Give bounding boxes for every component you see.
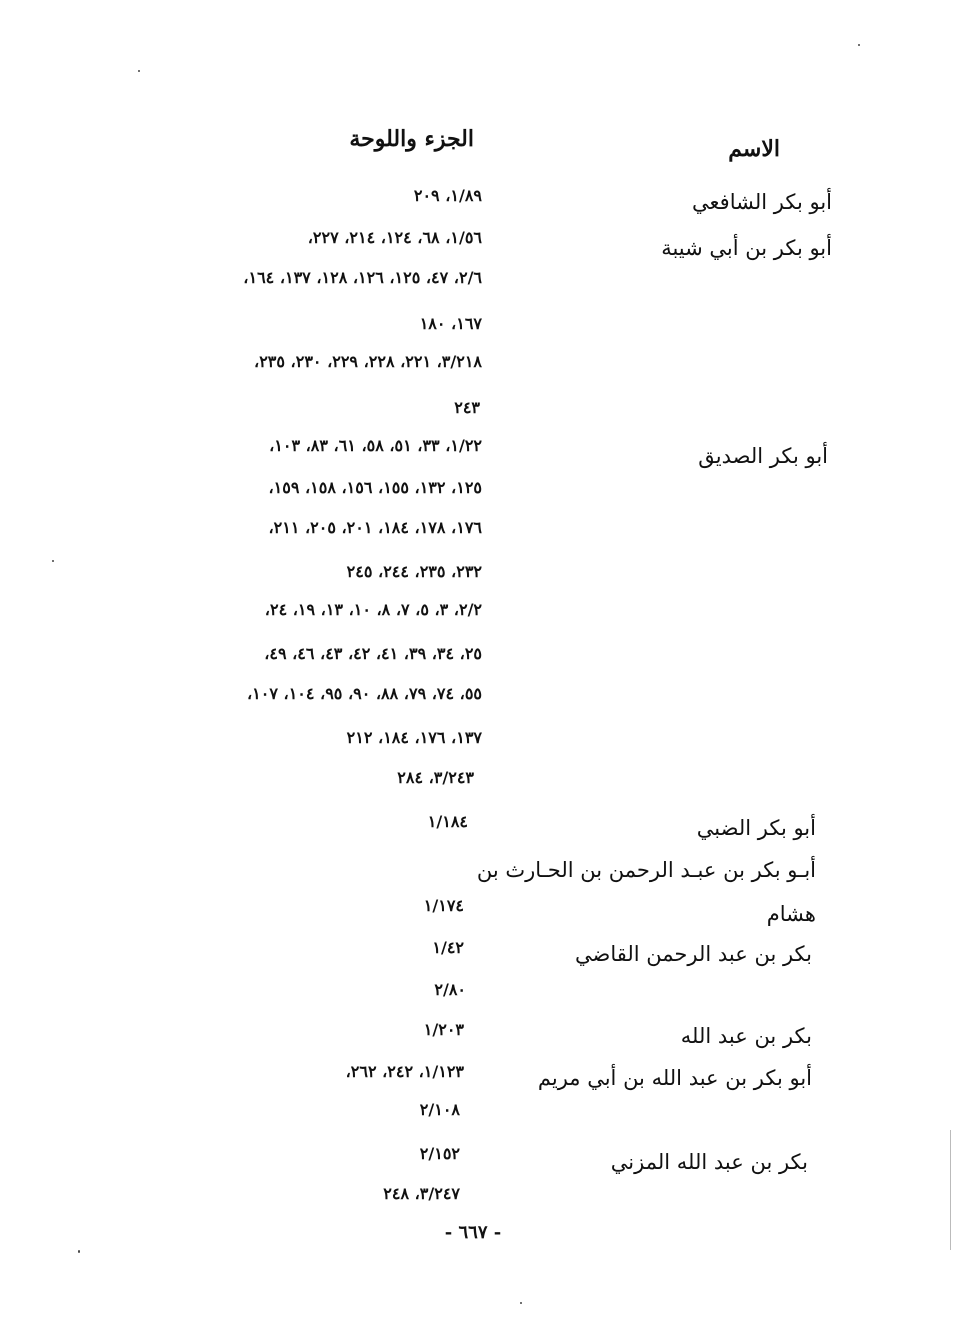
volume-plate-ref: ١٧٦، ١٧٨، ١٨٤، ٢٠١، ٢٠٥، ٢١١، <box>268 518 482 537</box>
scan-speck <box>138 70 140 72</box>
volume-plate-ref: ٢/١٥٢ <box>419 1144 460 1163</box>
scan-speck <box>858 44 860 46</box>
index-name: أبو بكر بن أبي شيبة <box>661 236 832 260</box>
index-name: بكر بن عبد الله <box>680 1024 812 1048</box>
column-header-volume-plate: الجزء واللوحة <box>349 126 474 152</box>
scan-speck <box>520 1302 522 1304</box>
volume-plate-ref: ٢/٢، ٣، ٥، ٧، ٨، ١٠، ١٣، ١٩، ٢٤، <box>264 600 482 619</box>
volume-plate-ref: ٥٥، ٧٤، ٧٩، ٨٨، ٩٠، ٩٥، ١٠٤، ١٠٧، <box>247 684 482 703</box>
volume-plate-ref: ٢/٦، ٤٧، ١٢٥، ١٢٦، ١٢٨، ١٣٧، ١٦٤، <box>243 268 482 287</box>
index-name: أبو بكر الصديق <box>698 444 828 468</box>
volume-plate-ref: ٢٣٢، ٢٣٥، ٢٤٤، ٢٤٥ <box>346 562 482 581</box>
volume-plate-ref: ١/٤٢ <box>432 938 464 957</box>
column-header-name: الاسم <box>728 136 780 162</box>
volume-plate-ref: ٢/١٠٨ <box>419 1100 460 1119</box>
volume-plate-ref: ٢/٨٠ <box>434 980 466 999</box>
index-name: أبـو بكر بن عبـد الرحمن بن الحـارث بن <box>476 858 816 882</box>
index-name: أبو بكر الشافعي <box>692 190 832 214</box>
volume-plate-ref: ١٢٥، ١٣٢، ١٥٥، ١٥٦، ١٥٨، ١٥٩، <box>268 478 482 497</box>
volume-plate-ref: ١/١٨٤ <box>427 812 468 831</box>
scan-edge-line <box>950 1130 951 1250</box>
volume-plate-ref: ١٣٧، ١٧٦، ١٨٤، ٢١٢ <box>346 728 482 747</box>
scan-speck <box>52 560 54 562</box>
volume-plate-ref: ١/٢٠٣ <box>423 1020 464 1039</box>
volume-plate-ref: ١٦٧، ١٨٠ <box>419 314 482 333</box>
page-number-text: - ٦٦٧ - <box>444 1222 502 1243</box>
volume-plate-ref: ٣/٢١٨، ٢٢١، ٢٢٨، ٢٢٩، ٢٣٠، ٢٣٥، <box>254 352 482 371</box>
volume-plate-ref: ١/٢٢، ٣٣، ٥١، ٥٨، ٦١، ٨٣، ١٠٣، <box>269 436 482 455</box>
index-name: بكر بن عبد الله المزني <box>610 1150 808 1174</box>
index-name: بكر بن عبد الرحمن القاضي <box>575 942 812 966</box>
scan-speck <box>78 1250 80 1253</box>
volume-plate-ref: ١/٥٦، ٦٨، ١٢٤، ٢١٤، ٢٢٧، <box>307 228 482 247</box>
volume-plate-ref: ٢٤٣ <box>454 398 480 417</box>
index-name: أبو بكر بن عبد الله بن أبي مريم <box>537 1066 812 1090</box>
volume-plate-ref: ٣/٢٤٣، ٢٨٤ <box>397 768 474 787</box>
page-number <box>0 1222 966 1243</box>
volume-plate-ref: ١/١٧٤ <box>423 896 464 915</box>
index-name: أبو بكر الضبي <box>696 816 816 840</box>
volume-plate-ref: ١/٨٩، ٢٠٩ <box>413 186 482 205</box>
volume-plate-ref: ٢٥، ٣٤، ٣٩، ٤١، ٤٢، ٤٣، ٤٦، ٤٩، <box>264 644 482 663</box>
volume-plate-ref: ١/١٢٣، ٢٤٢، ٢٦٢، <box>345 1062 464 1081</box>
volume-plate-ref: ٣/٢٤٧، ٢٤٨ <box>383 1184 460 1203</box>
index-name: هشام <box>766 902 816 926</box>
